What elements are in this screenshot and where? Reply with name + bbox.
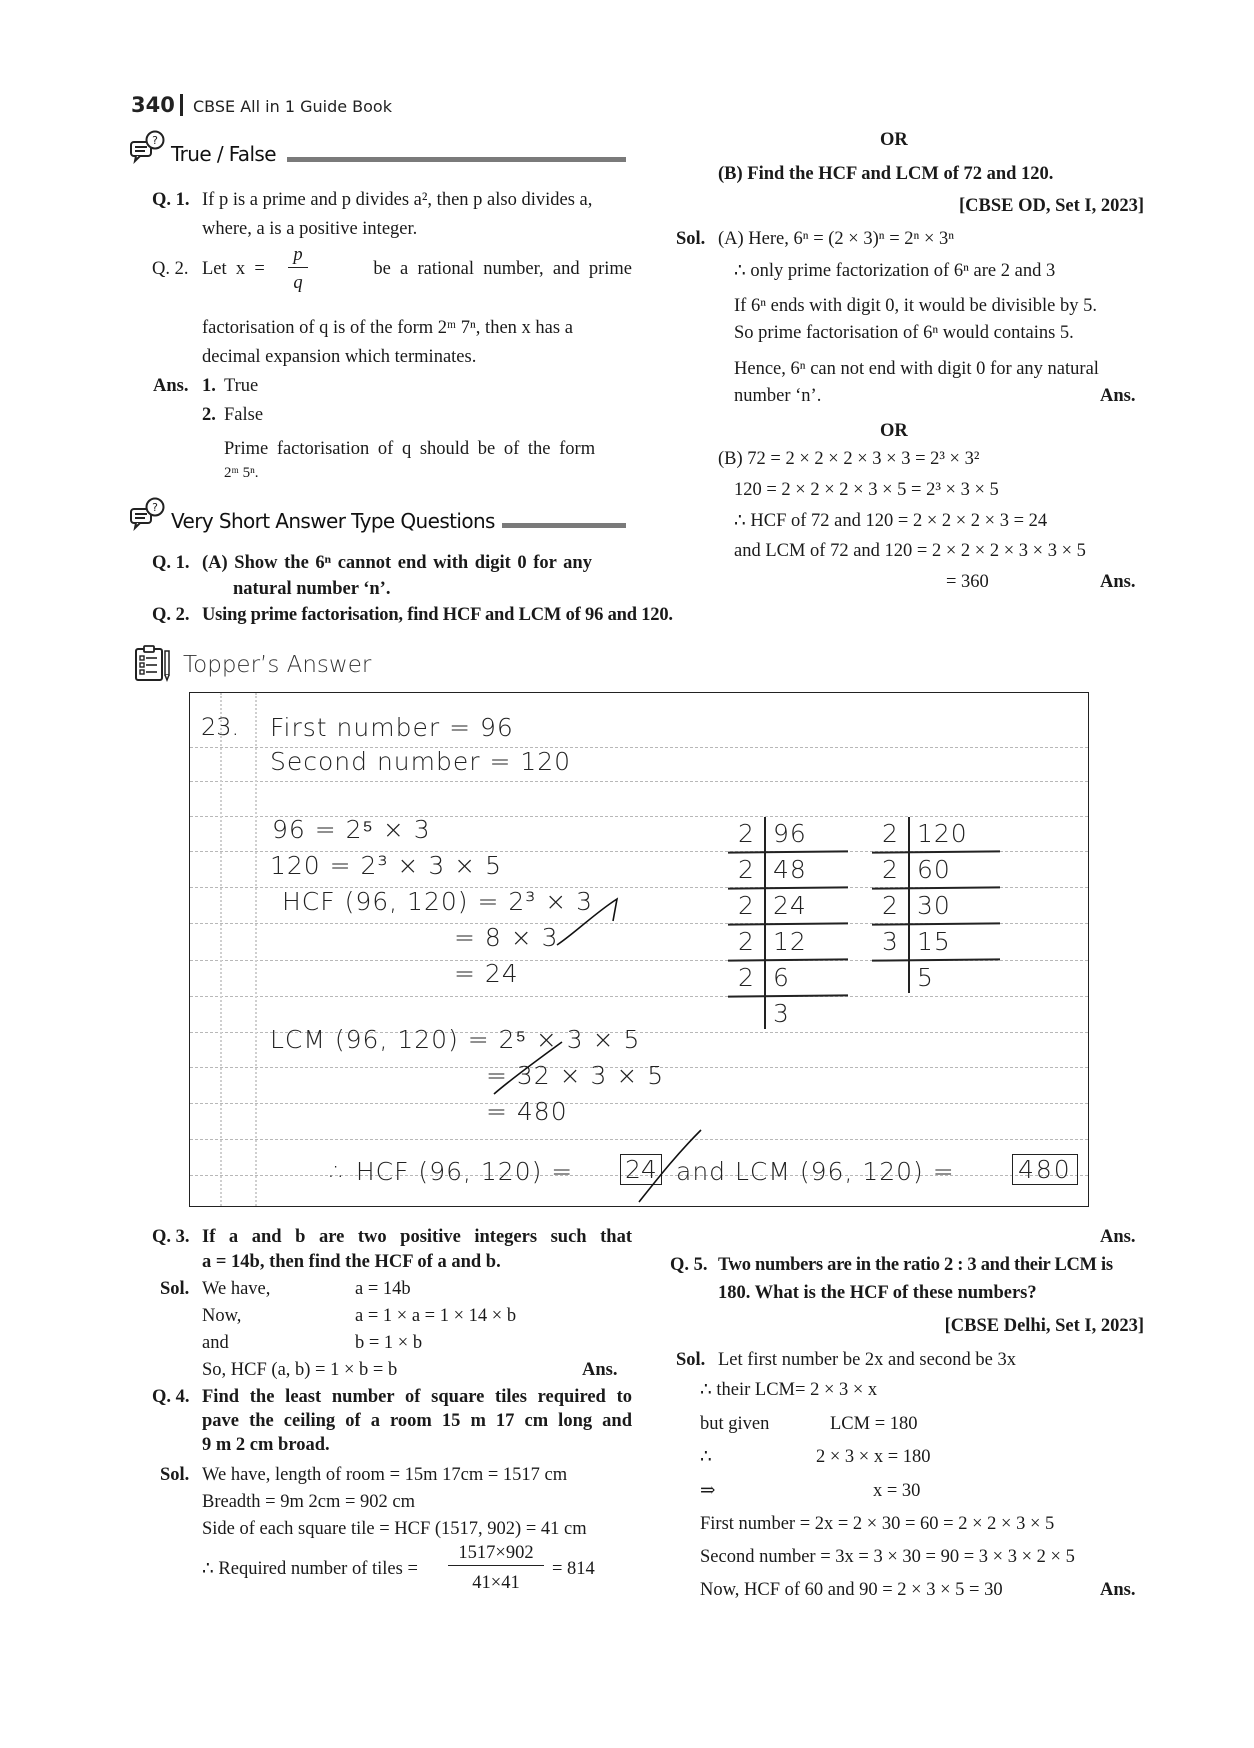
sol-b-line1: (B) 72 = 2 × 2 × 2 × 3 × 3 = 2³ × 3² [718,449,980,469]
tf-q1-line1: If p is a prime and p divides a², then p also divides a, [202,190,593,210]
ruled-line [190,781,1088,782]
q4-line3: 9 m 2 cm broad. [202,1435,330,1455]
ladder-dividend: 48 [773,855,807,884]
q5-first-number: First number = 2x = 2 × 30 = 60 = 2 × 2 × 3 × 5 [700,1514,1055,1534]
q5-source: [CBSE Delhi, Set I, 2023] [944,1316,1144,1336]
q5-hcf-line: Now, HCF of 60 and 90 = 2 × 3 × 5 = 30 [700,1580,1003,1600]
q5-therefore-right: 2 × 3 × x = 180 [816,1447,931,1467]
q5-sol-label: Sol. [676,1350,706,1370]
check-mark-icon [555,893,625,953]
ladder-divisor: 2 [882,819,898,848]
ladder-dividend: 3 [773,999,790,1028]
q4-sol-label: Sol. [160,1465,190,1485]
section-rule [502,523,626,528]
hw-first-number: First number = 96 [270,713,514,742]
hw-final-mid: and LCM (96, 120) = [676,1157,955,1186]
ladder-dividend: 60 [917,855,951,884]
q5-implies-left: ⇒ [700,1481,716,1501]
hw-hcf-line3: = 24 [454,959,519,988]
ladder-underline [728,922,848,925]
sol-a-line5: Hence, 6ⁿ can not end with digit 0 for any natural [734,359,1099,379]
hw-hcf-line1: HCF (96, 120) = 2³ × 3 [282,887,594,916]
q5-therefore-left: ∴ [700,1447,712,1467]
hw-hcf-line2: = 8 × 3 [454,923,559,952]
q5-sol-line2: ∴ their LCM= 2 × 3 × x [700,1380,878,1400]
tf-q2-label: Q. 2. [152,259,189,279]
ans-marker: Ans. [1100,1227,1136,1247]
tf-ans2-num: 2. [202,405,216,425]
vsa-q2-label: Q. 2. [152,605,190,625]
ans-marker: Ans. [1100,386,1136,406]
hw-lcm-line2: = 32 × 3 × 5 [486,1061,665,1090]
q3-row-left: and [202,1333,229,1353]
ladder-divisor: 2 [738,927,754,956]
q5-given-left: but given [700,1414,770,1434]
sol-b-line5: = 360 [946,572,989,592]
ladder-underline [728,850,848,853]
tf-ans2-text: False [224,405,264,425]
ladder-dividend: 15 [917,927,951,956]
ladder-divisor: 2 [738,855,754,884]
or-divider: OR [880,130,908,150]
section-rule [287,157,626,162]
header-divider [180,94,183,116]
vsa-q1-line2: natural number ‘n’. [233,579,391,599]
tf-ans2-expl-line1: Prime factorisation of q should be of the form [224,439,596,459]
q4-line2: pave the ceiling of a room 15 m 17 cm long and [202,1411,632,1431]
hw-final-hcf-box: 24 [620,1154,662,1185]
q4-sol-line1: We have, length of room = 15m 17cm = 1517 cm [202,1465,568,1485]
q3-row-right: b = 1 × b [355,1333,423,1353]
tf-q2-line2: factorisation of q is of the form 2ᵐ 7ⁿ, then x has a [202,318,573,338]
q3-row-right: a = 14b [355,1279,411,1299]
ladder-divisor: 2 [738,891,754,920]
sol-b-line2: 120 = 2 × 2 × 2 × 3 × 5 = 2³ × 3 × 5 [734,480,999,500]
ladder-underline [872,922,1000,925]
ladder-underline [872,886,1000,889]
ans-marker: Ans. [1100,1580,1136,1600]
ans-marker: Ans. [1100,572,1136,592]
hw-second-number: Second number = 120 [270,747,572,776]
section-title-true-false: True / False [171,142,276,166]
hw-factor-96: 96 = 2⁵ × 3 [272,815,431,844]
ruled-line [190,996,1088,997]
ans-marker: Ans. [582,1360,618,1380]
sol-a-line3: If 6ⁿ ends with digit 0, it would be divisible by 5. [734,296,1097,316]
tf-ans-label: Ans. [153,376,189,396]
sol-a-line6: number ‘n’. [734,386,822,406]
b-question: (B) Find the HCF and LCM of 72 and 120. [718,164,1054,184]
ladder-dividend: 12 [773,927,807,956]
ruled-line [190,1103,1088,1104]
q3-sol-label: Sol. [160,1279,190,1299]
source-citation: [CBSE OD, Set I, 2023] [958,196,1144,216]
or-divider: OR [880,421,908,441]
q4-line1: Find the least number of square tiles required to [202,1387,632,1407]
svg-text:?: ? [152,134,158,147]
q5-line1: Two numbers are in the ratio 2 : 3 and their LCM is [718,1255,1113,1275]
q5-implies-right: x = 30 [873,1481,921,1501]
tf-q2-tail: be a rational number, and prime [373,259,632,279]
q4-sol-line3: Side of each square tile = HCF (1517, 902) = 41 cm [202,1519,587,1539]
q4-frac-denominator: 41×41 [472,1573,520,1593]
tf-ans1-num: 1. [202,376,216,396]
hw-final-prefix: ∴ HCF (96, 120) = [330,1157,574,1186]
q3-label: Q. 3. [152,1227,190,1247]
sol-label: Sol. [676,229,706,249]
q3-row-left: Now, [202,1306,242,1326]
tf-q2-frac-num: p [288,243,308,268]
chat-question-icon [130,130,166,164]
q5-second-number: Second number = 3x = 3 × 30 = 90 = 3 × 3 × 2 × 5 [700,1547,1075,1567]
ladder-divisor: 2 [738,963,754,992]
chat-question-icon [130,497,166,531]
sol-b-line3: ∴ HCF of 72 and 120 = 2 × 2 × 2 × 3 = 24 [734,511,1048,531]
toppers-answer-title: Topper’s Answer [183,652,372,678]
book-title: CBSE All in 1 Guide Book [193,97,392,116]
margin-line [255,693,257,1206]
ladder-underline [728,886,848,889]
ladder-dividend: 30 [917,891,951,920]
clipboard-checklist-icon [134,644,172,682]
hw-question-number: 23. [201,713,240,741]
vsa-q1-line1: (A) Show the 6ⁿ cannot end with digit 0 for any [202,553,592,573]
q3-row-left: We have, [202,1279,271,1299]
q4-sol-line2: Breadth = 9m 2cm = 902 cm [202,1492,416,1512]
q3-conclusion: So, HCF (a, b) = 1 × b = b [202,1360,398,1380]
ladder-dividend: 120 [917,819,968,848]
ladder-divisor: 2 [738,819,754,848]
svg-text:?: ? [152,501,158,514]
hw-lcm-line3: = 480 [486,1097,568,1126]
check-mark-icon [490,1038,570,1098]
sol-a-line1: (A) Here, 6ⁿ = (2 × 3)ⁿ = 2ⁿ × 3ⁿ [718,229,955,249]
ladder-dividend: 6 [773,963,790,992]
ladder-underline [872,850,1000,853]
q5-sol-line1: Let first number be 2x and second be 3x [718,1350,1016,1370]
vsa-q2-text: Using prime factorisation, find HCF and LCM of 96 and 120. [202,605,673,625]
ladder-dividend: 24 [773,891,807,920]
tf-q1-label: Q. 1. [152,190,190,210]
tf-ans2-expl-line2: 2ᵐ 5ⁿ. [224,465,259,481]
hw-final-lcm-box: 480 [1012,1154,1078,1185]
hw-lcm-line1: LCM (96, 120) = 2⁵ × 3 × 5 [270,1025,641,1054]
margin-line [220,693,222,1206]
ladder-dividend: 5 [917,963,934,992]
q3-line2: a = 14b, then find the HCF of a and b. [202,1252,501,1272]
tf-q1-line2: where, a is a positive integer. [202,219,418,239]
q3-row-right: a = 1 × a = 1 × 14 × b [355,1306,517,1326]
handwritten-answer-sheet [189,692,1089,1207]
q3-line1: If a and b are two positive integers such that [202,1227,632,1247]
tf-ans1-text: True [224,376,259,396]
section-title-very-short-answer: Very Short Answer Type Questions [171,509,495,533]
ladder-dividend: 96 [773,819,807,848]
ladder-vertical-rule [908,817,910,993]
q4-sol-line4-tail: = 814 [552,1559,595,1579]
q5-line2: 180. What is the HCF of these numbers? [718,1283,1037,1303]
hw-factor-120: 120 = 2³ × 3 × 5 [270,851,502,880]
q5-label: Q. 5. [670,1255,708,1275]
q5-given-right: LCM = 180 [830,1414,918,1434]
tf-q2-frac-den: q [293,273,303,293]
q4-frac-numerator: 1517×902 [448,1541,544,1566]
page-number: 340 [131,93,175,117]
ladder-divisor: 3 [882,927,898,956]
sol-b-line4: and LCM of 72 and 120 = 2 × 2 × 2 × 3 × 3 × 5 [734,541,1086,561]
sol-a-line4: So prime factorisation of 6ⁿ would contains 5. [734,323,1074,343]
sol-a-line2: ∴ only prime factorization of 6ⁿ are 2 and 3 [734,261,1056,281]
tf-q2-lead: Let x = [202,259,265,279]
q4-sol-line4-lead: ∴ Required number of tiles = [202,1559,418,1579]
tf-q2-line3: decimal expansion which terminates. [202,347,477,367]
ladder-divisor: 2 [882,891,898,920]
ladder-divisor: 2 [882,855,898,884]
vsa-q1-label: Q. 1. [152,553,190,573]
q4-label: Q. 4. [152,1387,190,1407]
